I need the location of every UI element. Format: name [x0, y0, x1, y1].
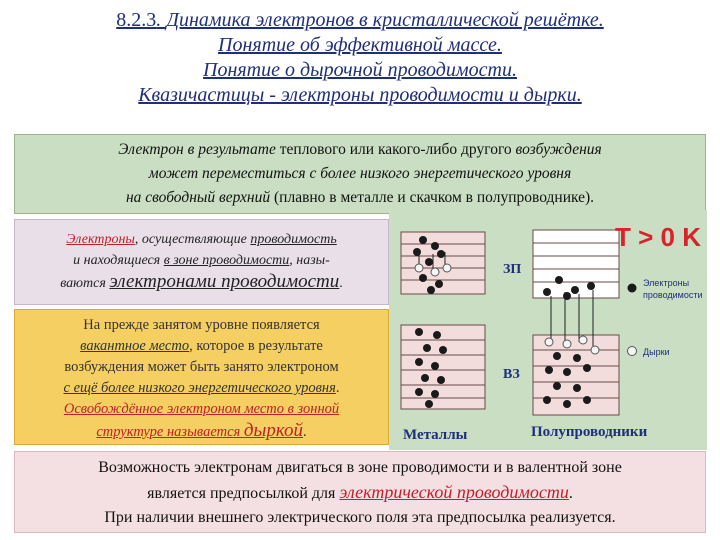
electrons-text-c1: ваются [60, 276, 110, 291]
hole [579, 336, 587, 344]
electron [415, 328, 423, 336]
electron [437, 250, 445, 258]
electron [553, 352, 561, 360]
electron [573, 354, 581, 362]
intro-line-3 [15, 186, 705, 210]
holes-text-6a: структуре называется [96, 424, 244, 440]
electron [545, 366, 553, 374]
hole-term: дыркой [243, 420, 304, 441]
hole [563, 340, 571, 348]
vacant-place-term: вакантное место [80, 338, 190, 354]
electrons-line-1 [15, 229, 388, 250]
electron [563, 368, 571, 376]
intro-text-1: теплового или какого-либо другого [275, 141, 516, 158]
holes-line-3: возбуждения может быть занято электроном [64, 359, 339, 375]
title-line-4: Квазичастицы - электроны проводимости и дырки. [138, 84, 582, 106]
section-number: 8.2.3 [116, 9, 157, 31]
electrons-text-a3: проводимость [250, 232, 337, 247]
legend-holes-label: Дырки [643, 347, 670, 357]
electron [413, 248, 421, 256]
electron [425, 258, 433, 266]
holes-definition-box [14, 309, 389, 445]
conduction-band-label: ЗП [503, 262, 522, 277]
band-diagram [389, 210, 707, 450]
bottom-line-3: При наличии внешнего электрического поля эта предпосылка реализуется. [104, 509, 616, 526]
temperature-label: T > 0 K [615, 222, 701, 252]
electrons-text-b1: и находящиеся [73, 253, 164, 268]
semiconductors-label: Полупроводники [531, 424, 648, 440]
electron [555, 276, 563, 284]
intro-em-1: Электрон в результате [118, 141, 276, 158]
electron [415, 388, 423, 396]
holes-text-4a: с ещё более низкого энергетического уровня [63, 380, 336, 396]
electron [421, 374, 429, 382]
intro-line-2: может переместиться с более низкого энергетического уровня [148, 165, 572, 182]
electron [435, 280, 443, 288]
electron [427, 286, 435, 294]
intro-line-1 [15, 138, 705, 162]
hole [443, 264, 451, 272]
bottom-line-2 [15, 480, 705, 506]
electrons-term: Электроны [66, 232, 135, 247]
electron [543, 396, 551, 404]
title-text-1: Динамика электронов в кристаллической решётке. [166, 9, 604, 31]
electron [431, 242, 439, 250]
intro-box [14, 134, 706, 214]
electron [437, 376, 445, 384]
legend-electron-icon [628, 284, 637, 293]
electron [583, 364, 591, 372]
holes-line-2 [15, 336, 388, 357]
electron [425, 400, 433, 408]
bottom-text-2c: . [568, 485, 573, 502]
holes-text-6c: . [303, 424, 307, 440]
electron [419, 274, 427, 282]
holes-line-6 [15, 420, 388, 443]
metal-lower-band [401, 325, 485, 409]
intro-text-3: (плавно в металле и скачком в полупроводнике). [270, 189, 595, 206]
legend-electrons-label-2: проводимости [643, 290, 703, 300]
intro-em-2: возбуждения [515, 141, 602, 158]
intro-em-3: на свободный верхний [125, 189, 271, 206]
bottom-text-2a: является предпосылкой для [147, 485, 340, 502]
metals-label: Металлы [403, 427, 468, 443]
electrons-line-2 [15, 250, 388, 271]
holes-line-5: Освобождённое электроном место в зонной [63, 401, 340, 417]
holes-text-2b: , которое в результате [189, 338, 323, 354]
electron [419, 236, 427, 244]
electrons-text-a2: , осуществляющие [134, 232, 251, 247]
electrons-text-b2: в зоне проводимости [163, 253, 290, 268]
bottom-box [14, 451, 706, 533]
electrons-definition-box [14, 219, 389, 305]
title-line-1: 8.2.3. Динамика электронов в кристаллической решётке. [116, 9, 604, 31]
electron [573, 384, 581, 392]
metal-upper-band [401, 232, 485, 294]
electrons-text-c3: . [339, 276, 343, 291]
hole [545, 338, 553, 346]
bottom-line-1: Возможность электронам двигаться в зоне проводимости и в валентной зоне [98, 459, 622, 476]
electrical-conductivity-term: электрической проводимости [339, 482, 569, 502]
electrons-line-3 [15, 271, 388, 294]
electron [553, 382, 561, 390]
conduction-electrons-term: электронами проводимости [109, 271, 340, 292]
title-line-3: Понятие о дырочной проводимости. [203, 59, 517, 81]
hole [415, 264, 423, 272]
electron [433, 331, 441, 339]
holes-line-4 [15, 378, 388, 399]
electron [431, 362, 439, 370]
electron [543, 288, 551, 296]
hole [591, 346, 599, 354]
legend-hole-icon [628, 347, 637, 356]
electron [563, 292, 571, 300]
electron [415, 358, 423, 366]
page-title [0, 8, 720, 108]
electron [583, 396, 591, 404]
electron [439, 346, 447, 354]
electron [423, 344, 431, 352]
hole [431, 268, 439, 276]
electron [571, 286, 579, 294]
electron [431, 390, 439, 398]
holes-line-1: На прежде занятом уровне появляется [83, 317, 320, 333]
valence-band-label: ВЗ [503, 367, 520, 382]
holes-text-4b: . [335, 380, 340, 396]
electron [587, 282, 595, 290]
legend-electrons-label-1: Электроны [643, 278, 690, 288]
electrons-text-b3: , назы- [289, 253, 330, 268]
electron [563, 400, 571, 408]
title-line-2: Понятие об эффективной массе. [218, 34, 502, 56]
